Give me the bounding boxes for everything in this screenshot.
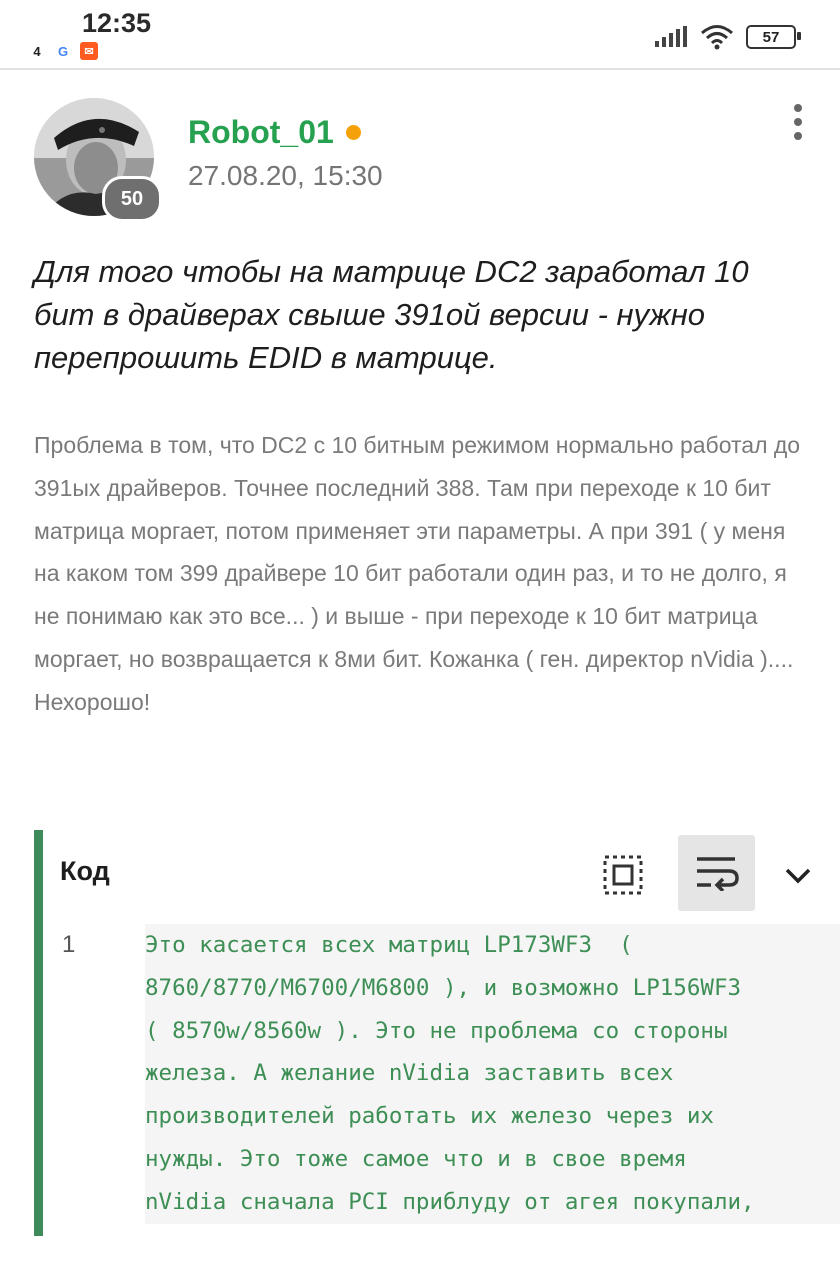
- google-icon: G: [57, 43, 69, 59]
- author-name[interactable]: [188, 114, 361, 151]
- code-content[interactable]: [145, 924, 840, 1224]
- status-bar: [0, 0, 840, 70]
- select-all-icon: [602, 854, 644, 896]
- expand-button[interactable]: [778, 856, 818, 896]
- code-line: железа. А желание nVidia заставить всех: [145, 1060, 674, 1087]
- post-body: Проблема в том, что DC2 с 10 битным режимом нормально работал до 391ых драйверов. Точнее последний 388. Там при переходе к 10 бит матрица моргает, потом применяет эти параметры. А при 391 ( у меня на каком том 399 драйвере 10 бит работали один раз, и то не долго, я не понимаю как это все... ) и выше - при переходе к 10 бит матрица моргает, но возвращается к 8ми бит. Кожанка ( ген. директор nVidia ).... Нехорошо!: [34, 432, 801, 715]
- notification-icons: [28, 42, 98, 60]
- aliexpress-icon: ✉: [80, 42, 98, 60]
- code-line: 8760/8770/M6700/M6800 ), и возможно LP156WF3: [145, 974, 742, 1001]
- code-line: нужды. Это тоже самое что и в свое время: [145, 1145, 687, 1172]
- code-block-title: Код: [60, 856, 110, 886]
- app-notification-icon: 4: [33, 43, 41, 59]
- level-badge: 50: [102, 176, 162, 222]
- code-line: производителей работать их железо через их: [145, 1103, 714, 1130]
- post-date: 27.08.20, 15:30: [188, 160, 383, 191]
- battery-icon: [746, 25, 796, 49]
- wrap-text-icon: [695, 855, 739, 891]
- signal-icon: [654, 26, 688, 48]
- clock: 12:35: [82, 8, 152, 38]
- word-wrap-button[interactable]: [678, 835, 755, 911]
- dot: [794, 104, 802, 112]
- wifi-icon: [700, 24, 734, 50]
- author-name-text[interactable]: Robot_01: [188, 114, 334, 150]
- online-status-dot: [346, 125, 361, 140]
- battery-level: 57: [762, 28, 780, 46]
- line-number: 1: [62, 931, 76, 958]
- post-title: Для того чтобы на матрице DC2 заработал 10 бит в драйверах свыше 391ой версии - нужно перепрошить EDID в матрице.: [34, 254, 749, 375]
- more-options-button[interactable]: [780, 100, 816, 144]
- code-line: nVidia сначала PCI приблуду от агея покупали,: [145, 1188, 755, 1215]
- select-all-button[interactable]: [600, 852, 646, 898]
- code-line: Это касается всех матриц LP173WF3 (: [145, 932, 633, 958]
- dot: [794, 132, 802, 140]
- code-block-accent-bar: [34, 830, 43, 1236]
- status-icons: [654, 24, 796, 50]
- code-line: ( 8570w/8560w ). Это не проблема со стороны: [145, 1017, 728, 1044]
- chevron-down-icon: [785, 868, 811, 884]
- code-block: [34, 830, 840, 1236]
- dot: [794, 118, 802, 126]
